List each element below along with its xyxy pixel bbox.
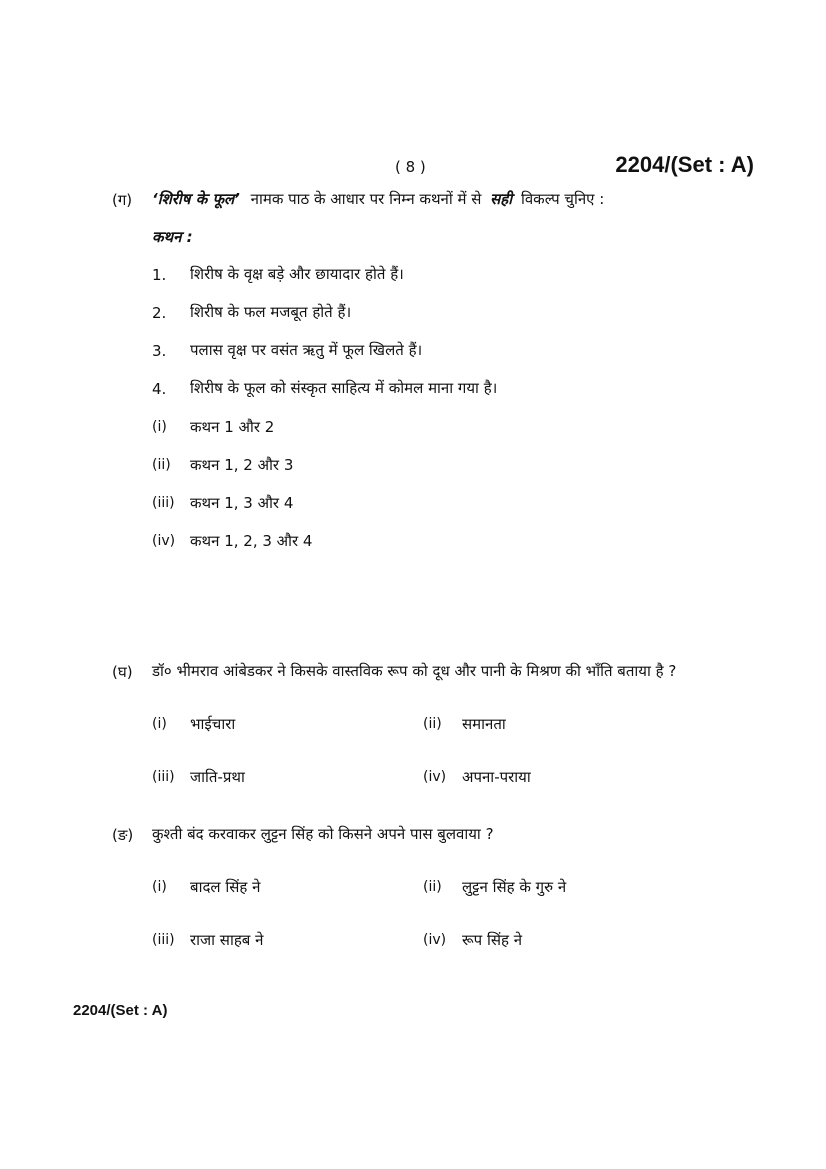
question-label-nga: (ङ): [112, 826, 134, 844]
statement-text: शिरीष के फूल को संस्कृत साहित्य में कोमल माना गया है।: [190, 379, 498, 397]
option-number: (iii): [152, 769, 175, 785]
option-text: अपना-पराया: [462, 768, 531, 786]
question-text-gha: डॉ० भीमराव आंबेडकर ने किसके वास्तविक रूप को दूध और पानी के मिश्रण की भाँति बताया है ?: [152, 662, 677, 680]
option-text: कथन 1, 2, 3 और 4: [190, 532, 313, 550]
statement-number: 3.: [152, 342, 167, 360]
question-label-ga: (ग): [112, 191, 133, 209]
option-number: (i): [152, 716, 167, 732]
option-number: (iii): [152, 932, 175, 948]
option-text: जाति-प्रथा: [190, 768, 245, 786]
option-number: (ii): [423, 879, 442, 895]
statement-text: शिरीष के फल मजबूत होते हैं।: [190, 303, 352, 321]
option-text: भाईचारा: [190, 715, 236, 733]
option-number: (iii): [152, 495, 175, 511]
option-number: (iv): [152, 533, 176, 549]
question-label-gha: (घ): [112, 663, 133, 681]
option-number: (ii): [423, 716, 442, 732]
statement-text: शिरीष के वृक्ष बड़े और छायादार होते हैं।: [190, 265, 404, 283]
question-text-part-b: विकल्प चुनिए :: [520, 190, 605, 208]
paper-code-header: 2204/(Set : A): [615, 152, 754, 177]
statement-number: 1.: [152, 266, 167, 284]
statement-text: पलास वृक्ष पर वसंत ऋतु में फूल खिलते हैं।: [190, 341, 423, 359]
option-text: कथन 1, 2 और 3: [190, 456, 294, 474]
option-text: बादल सिंह ने: [190, 878, 261, 896]
question-text-nga: कुश्ती बंद करवाकर लुट्टन सिंह को किसने अपने पास बुलवाया ?: [152, 825, 494, 843]
option-text: लुट्टन सिंह के गुरु ने: [462, 878, 567, 896]
lesson-title: ‘शिरीष के फूल’: [152, 190, 240, 208]
option-number: (iv): [423, 932, 447, 948]
option-text: रूप सिंह ने: [462, 931, 523, 949]
option-text: कथन 1, 3 और 4: [190, 494, 294, 512]
option-number: (iv): [423, 769, 447, 785]
question-text-emphasis: सही: [490, 190, 513, 208]
statement-number: 4.: [152, 380, 167, 398]
option-number: (ii): [152, 457, 171, 473]
option-text: राजा साहब ने: [190, 931, 264, 949]
option-text: समानता: [462, 715, 506, 733]
paper-code-footer: 2204/(Set : A): [73, 1002, 168, 1019]
question-text-ga: [152, 189, 604, 209]
option-number: (i): [152, 879, 167, 895]
option-text: कथन 1 और 2: [190, 418, 275, 436]
page-number: ( 8 ): [395, 158, 426, 176]
statements-heading: कथन :: [152, 228, 193, 246]
question-text-part-a: नामक पाठ के आधार पर निम्न कथनों में से: [250, 190, 482, 208]
statement-number: 2.: [152, 304, 167, 322]
option-number: (i): [152, 419, 167, 435]
